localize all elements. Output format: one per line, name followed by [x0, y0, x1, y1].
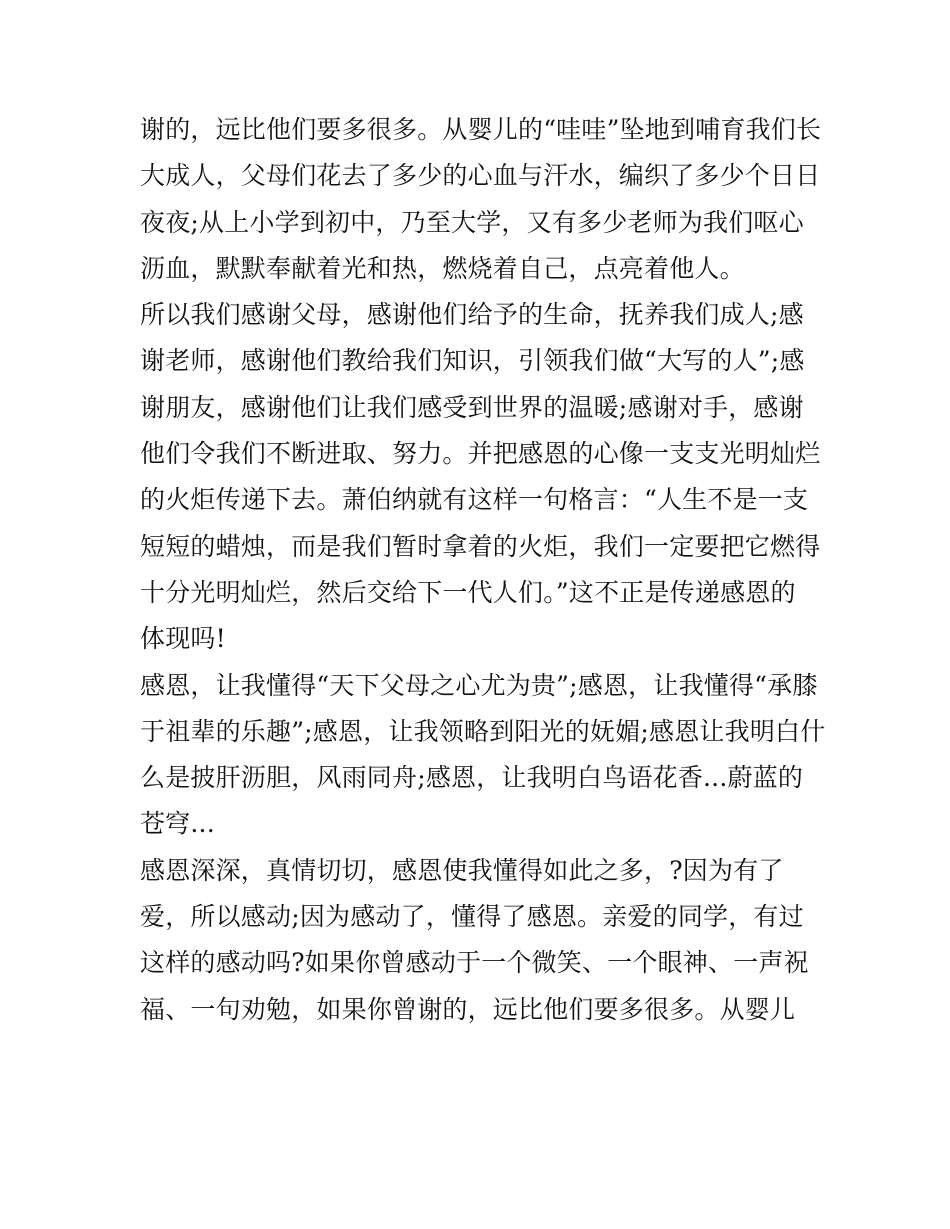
text-line: 谢老师，感谢他们教给我们知识，引领我们做“大写的人”;感	[140, 346, 805, 376]
text-line: 感恩，让我懂得“天下父母之心尤为贵”;感恩，让我懂得“承膝	[140, 670, 818, 700]
text-line: 的火炬传递下去。萧伯纳就有这样一句格言：“人生不是一支	[140, 485, 809, 515]
text-line: 这样的感动吗?如果你曾感动于一个微笑、一个眼神、一声祝	[140, 948, 809, 978]
text-line: 福、一句劝勉，如果你曾谢的，远比他们要多很多。从婴儿	[140, 994, 796, 1024]
text-line: 感恩深深，真情切切，感恩使我懂得如此之多，?因为有了	[140, 855, 784, 885]
text-line: 大成人，父母们花去了多少的心血与汗水，编织了多少个日日	[140, 161, 821, 191]
body-text	[140, 107, 826, 1033]
text-line: 爱，所以感动;因为感动了，懂得了感恩。亲爱的同学，有过	[140, 902, 804, 932]
text-line: 么是披肝沥胆，风雨同舟;感恩，让我明白鸟语花香...蔚蓝的	[140, 763, 804, 793]
text-line: 谢朋友，感谢他们让我们感受到世界的温暖;感谢对手，感谢	[140, 392, 804, 422]
text-line: 十分光明灿烂，然后交给下一代人们。”这不正是传递感恩的	[140, 577, 796, 607]
text-line: 短短的蜡烛，而是我们暂时拿着的火炬，我们一定要把它燃得	[140, 531, 821, 561]
text-line: 苍穹...	[140, 809, 215, 839]
text-line: 体现吗!	[140, 624, 226, 654]
text-line: 所以我们感谢父母，感谢他们给予的生命，抚养我们成人;感	[140, 300, 804, 330]
text-line: 夜夜;从上小学到初中，乃至大学，又有多少老师为我们呕心	[140, 207, 804, 237]
text-line: 沥血，默默奉献着光和热，燃烧着自己，点亮着他人。	[140, 253, 745, 283]
text-line: 他们令我们不断进取、努力。并把感恩的心像一支支光明灿烂	[140, 439, 821, 469]
text-line: 于祖辈的乐趣”;感恩，让我领略到阳光的妩媚;感恩让我明白什	[140, 716, 826, 746]
text-line: 谢的，远比他们要多很多。从婴儿的“哇哇”坠地到哺育我们长	[140, 115, 822, 144]
